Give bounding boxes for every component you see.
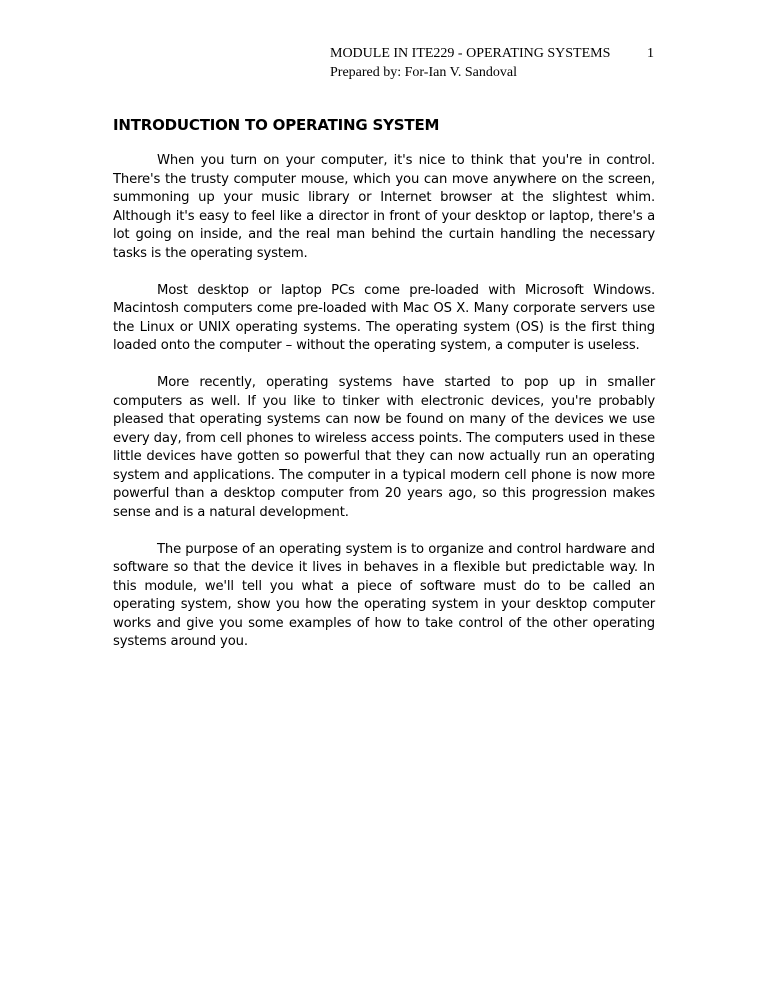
body-text xyxy=(113,152,655,670)
paragraph: Most desktop or laptop PCs come pre-loaded with Microsoft Windows. Macintosh computers come pre-loaded with Mac OS X. Many corporate servers use the Linux or UNIX operating systems. The operating system (OS) is the first thing loaded onto the computer – without the operating system, a computer is useless. xyxy=(113,282,655,353)
section-title: INTRODUCTION TO OPERATING SYSTEM xyxy=(113,116,440,134)
paragraph: The purpose of an operating system is to organize and control hardware and software so that the device it lives in behaves in a flexible but predictable way. In this module, we'll tell you what a piece of software must do to be called an operating system, show you how the operating system in your desktop computer works and give you some examples of how to take control of the other operating systems around you. xyxy=(113,541,655,649)
paragraph: When you turn on your computer, it's nice to think that you're in control. There's the trusty computer mouse, which you can move anywhere on the screen, summoning up your music library or Internet browser at the slightest whim. Although it's easy to feel like a director in front of your desktop or laptop, there's a lot going on inside, and the real man behind the curtain handling the necessary tasks is the operating system. xyxy=(113,153,655,261)
author-line: Prepared by: For-Ian V. Sandoval xyxy=(330,65,518,80)
paragraph: More recently, operating systems have started to pop up in smaller computers as well. If you like to tinker with electronic devices, you're probably pleased that operating systems can now be found on many of the devices we use every day, from cell phones to wireless access points. The computers used in these little devices have gotten so powerful that they can now actually run an operating system and applications. The computer in a typical modern cell phone is now more powerful than a desktop computer from 20 years ago, so this progression makes sense and is a natural development. xyxy=(113,375,655,520)
page-number: 1 xyxy=(647,46,654,61)
page-header xyxy=(330,44,660,82)
module-title: MODULE IN ITE229 - OPERATING SYSTEMS xyxy=(330,46,611,61)
